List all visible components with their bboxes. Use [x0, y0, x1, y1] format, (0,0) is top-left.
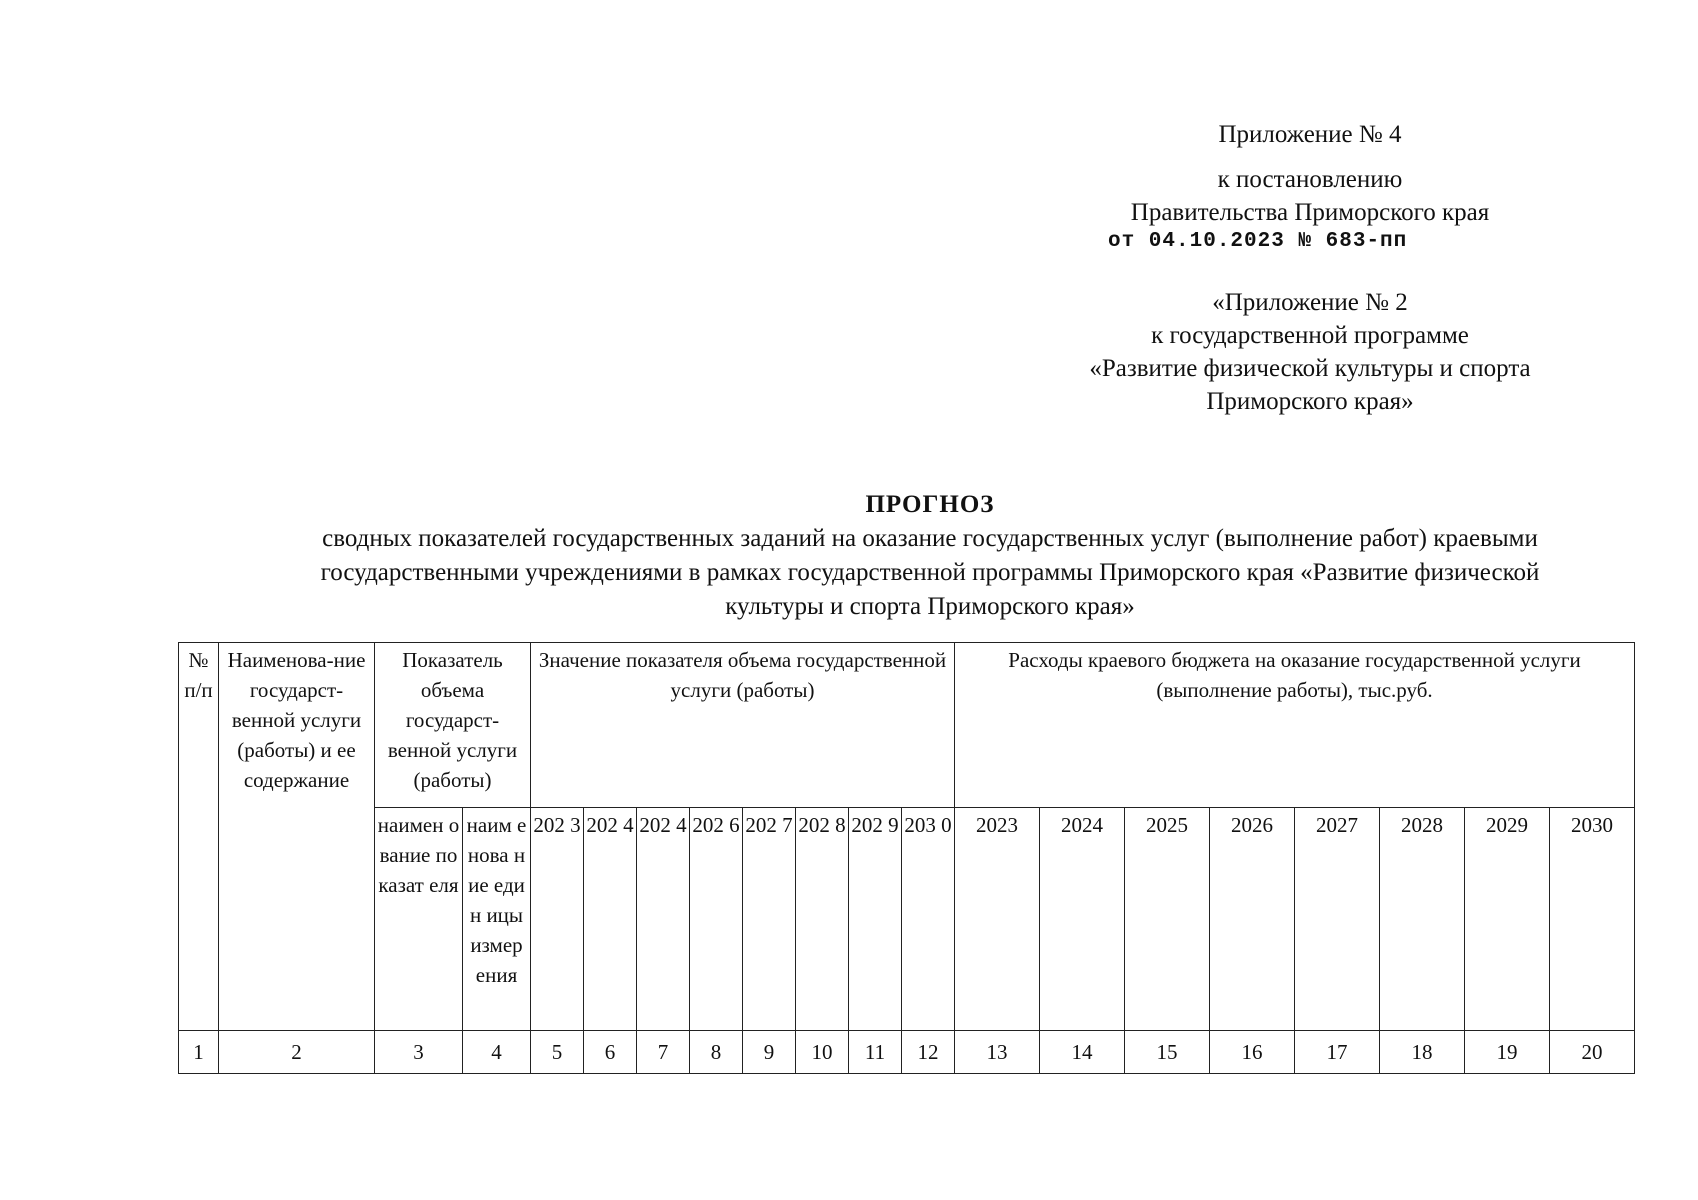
value-year-header: 202 4 [637, 808, 690, 1031]
expense-year-header: 2026 [1210, 808, 1295, 1031]
program-appendix-name: «Развитие физической культуры и спорта [1089, 355, 1531, 382]
column-number: 4 [463, 1031, 531, 1074]
appendix-to-resolution: к постановлению [1217, 166, 1403, 193]
value-year-header: 202 6 [690, 808, 743, 1031]
title-main: ПРОГНОЗ [865, 491, 995, 518]
title-line-1: сводных показателей государственных заданий на оказание государственных услуг (выполнение работ) краевыми [322, 525, 1538, 552]
value-year-header: 203 0 [902, 808, 955, 1031]
column-number: 20 [1550, 1031, 1635, 1074]
header-service-name: Наименова-ние государст-венной услуги (работы) и ее содержание [219, 643, 375, 1031]
forecast-table [178, 642, 1635, 1074]
column-number: 15 [1125, 1031, 1210, 1074]
expense-year-header: 2030 [1550, 808, 1635, 1031]
expense-year-header: 2029 [1465, 808, 1550, 1031]
value-year-header: 202 7 [743, 808, 796, 1031]
appendix-government: Правительства Приморского края [1130, 199, 1490, 226]
resolution-date-stamp: от 04.10.2023 № 683-пп [1108, 230, 1408, 253]
expense-year-header: 2025 [1125, 808, 1210, 1031]
header-indicator-value: Значение показателя объема государственной услуги (работы) [531, 643, 955, 808]
expense-year-header: 2027 [1295, 808, 1380, 1031]
program-appendix-to-program: к государственной программе [1151, 322, 1469, 349]
column-number: 18 [1380, 1031, 1465, 1074]
column-number: 16 [1210, 1031, 1295, 1074]
column-number: 7 [637, 1031, 690, 1074]
value-year-header: 202 4 [584, 808, 637, 1031]
expense-year-header: 2023 [955, 808, 1040, 1031]
column-number: 8 [690, 1031, 743, 1074]
appendix-header [1040, 118, 1580, 418]
appendix-number: Приложение № 4 [1218, 121, 1402, 148]
subheader-unit-name: наим енова ние един ицы измер ения [463, 808, 531, 1031]
program-appendix-number: «Приложение № 2 [1212, 289, 1408, 316]
column-number: 11 [849, 1031, 902, 1074]
expense-year-header: 2024 [1040, 808, 1125, 1031]
column-number: 13 [955, 1031, 1040, 1074]
expense-year-header: 2028 [1380, 808, 1465, 1031]
title-line-2: государственными учреждениями в рамках государственной программы Приморского края «Развитие физической [320, 559, 1540, 586]
column-number: 19 [1465, 1031, 1550, 1074]
column-number: 14 [1040, 1031, 1125, 1074]
header-volume-indicator: Показатель объема государст-венной услуги (работы) [375, 643, 531, 808]
header-budget-expenses: Расходы краевого бюджета на оказание государственной услуги (выполнение работы), тыс.руб. [955, 643, 1635, 808]
document-title [180, 488, 1680, 624]
subheader-indicator-name: наимен ование показат еля [375, 808, 463, 1031]
title-line-3: культуры и спорта Приморского края» [725, 593, 1135, 620]
value-year-header: 202 3 [531, 808, 584, 1031]
column-number: 6 [584, 1031, 637, 1074]
column-number: 9 [743, 1031, 796, 1074]
program-appendix-region: Приморского края» [1206, 388, 1414, 415]
column-number: 2 [219, 1031, 375, 1074]
value-year-header: 202 8 [796, 808, 849, 1031]
column-number-row [179, 1031, 1635, 1074]
column-number: 1 [179, 1031, 219, 1074]
column-number: 17 [1295, 1031, 1380, 1074]
column-number: 5 [531, 1031, 584, 1074]
column-number: 10 [796, 1031, 849, 1074]
column-number: 3 [375, 1031, 463, 1074]
value-year-header: 202 9 [849, 808, 902, 1031]
column-number: 12 [902, 1031, 955, 1074]
header-number: № п/п [179, 643, 219, 1031]
